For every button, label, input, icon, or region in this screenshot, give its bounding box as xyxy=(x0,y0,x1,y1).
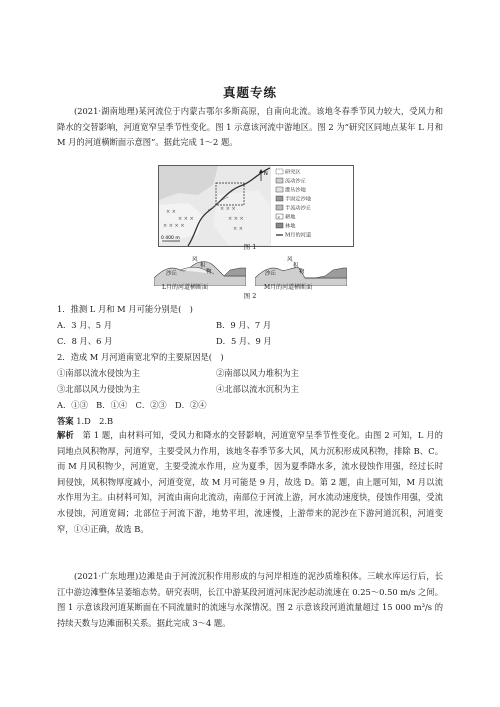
svg-text:× × × ×: × × × × xyxy=(163,223,185,229)
analysis-label: 解析 xyxy=(57,430,74,440)
q1-option-a: A．3 月、5 月 xyxy=(57,320,113,330)
q2-option-1: ①南部以流水侵蚀为主 xyxy=(57,368,140,378)
legend-forest: 林地 xyxy=(285,223,296,230)
legend-moving-dune: 流动沙丘 xyxy=(285,178,306,185)
q1-option-d: D．5 月、9 月 xyxy=(216,336,272,346)
l-sand-label: 沙丘 xyxy=(166,271,178,277)
answer-label: 答案 xyxy=(57,416,74,426)
page-title: 真题专练 xyxy=(222,85,277,100)
legend-semi-moving: 半流动沙丘 xyxy=(285,205,311,212)
figure-1-caption: 图 1 xyxy=(243,243,257,251)
answer-value: 1.D 2.B xyxy=(76,416,114,426)
intro-paragraph-1: (2021·湖南地理)某河流位于内蒙古鄂尔多斯高原，自南向北流。该地冬春季节风力较大，受风力和降水的交替影响，河道宽窄呈季节性变化。图 1 示意该河流中游地区。图 2 为“研究区同地点某年 L 月和 M 月的河道横断面示意图”。据此完成 1～2 题。 xyxy=(57,106,443,148)
q2-option-3: ③北部以风力侵蚀为主 xyxy=(57,384,140,394)
q2-option-2: ②南部以风力堆积为主 xyxy=(216,368,299,378)
l-deposit-label: 积 xyxy=(200,263,206,269)
analysis-text: 第 1 题，由材料可知，受风力和降水的交替影响，河道宽窄呈季节性变化。由图 2 可知，L 月的同地点风积物厚，河道窄，主要受风力作用，该地冬春季节多大风，风力沉积形成风积物，排除 B、C。而 M 月风积物少，河道宽，主要受流水作用，应为夏季，因为夏季降水多，流水侵蚀作用强，经过长时间侵蚀，风积物厚度减小，河道变宽，故 M 月可能是 9 月，故选 D。第 2 题，由上题可知，M 月以流水作用为主。由材料可知，河流由南向北流动，南部位于河流上游，河水流动速度快，侵蚀作用强，受流水侵蚀，河道宽阔；北部位于河流下游，地势平坦，流速慢，上游带来的泥沙在下游河道沉积，河道变窄，①④正确，故选 B。 xyxy=(57,430,443,534)
figure-2-caption: 图 2 xyxy=(243,292,257,300)
legend-shrub-sand: 灌丛沙地 xyxy=(285,187,306,194)
legend-study-area: 研究区 xyxy=(285,169,301,176)
m-deposit-label: 积 xyxy=(293,263,299,269)
q1-option-c: C．8 月、6 月 xyxy=(57,336,113,346)
question-2-stem: 2．造成 M 月河道南宽北窄的主要原因是( ) xyxy=(57,352,224,362)
svg-text:× × ×: × × × xyxy=(220,206,236,212)
question-1-stem: 1．推测 L 月和 M 月可能分别是( ) xyxy=(57,304,193,314)
legend-m-river: M月的河道 xyxy=(285,232,312,239)
analysis-paragraph xyxy=(57,428,443,537)
m-wu-label: 物 xyxy=(299,269,305,275)
figure-1-map xyxy=(158,165,354,247)
legend-farmland: 耕地 xyxy=(285,214,296,221)
m-section-caption: M月的河道横断面 xyxy=(264,284,313,291)
q1-option-b: B．9 月、7 月 xyxy=(216,320,272,330)
l-wind-label: 风 xyxy=(192,257,198,263)
svg-text:× × ×: × × × xyxy=(228,216,244,222)
north-label: N xyxy=(264,171,268,177)
m-sand-label: 沙丘 xyxy=(265,271,277,277)
q2-choices: A．①③ B．①④ C．②③ D．②④ xyxy=(57,400,207,410)
m-wind-label: 风 xyxy=(287,257,293,263)
intro-paragraph-2: (2021·广东地理)边滩是由于河流沉积作用形成的与河岸相连的泥沙质堆积体。三峡水库运行后，长江中游边滩整体呈萎缩态势。研究表明，长江中游某段河道河床泥沙起动流速在 0.25～0.50 m/s 之间。图 1 示意该段河道某断面在不同流量时的流速与水深情况。图 2 示意该段河道流量超过 15 000 m³/s 的持续天数与边滩面积关系。据此完成 3～4 题。 xyxy=(57,571,443,628)
l-wu-label: 物 xyxy=(206,269,212,275)
svg-text:×: × xyxy=(277,214,281,220)
svg-text:× ×: × × xyxy=(233,226,243,232)
svg-text:× ×: × × xyxy=(166,209,176,215)
answer-line xyxy=(57,415,113,427)
scale-label: 0 400 m xyxy=(161,236,180,241)
svg-text:× × ×: × × × xyxy=(178,216,194,222)
q2-option-4: ④北部以流水沉积为主 xyxy=(216,384,299,394)
l-section-caption: L月的河道横断面 xyxy=(162,284,208,291)
legend-semi-fixed: 半固定沙地 xyxy=(285,196,311,203)
